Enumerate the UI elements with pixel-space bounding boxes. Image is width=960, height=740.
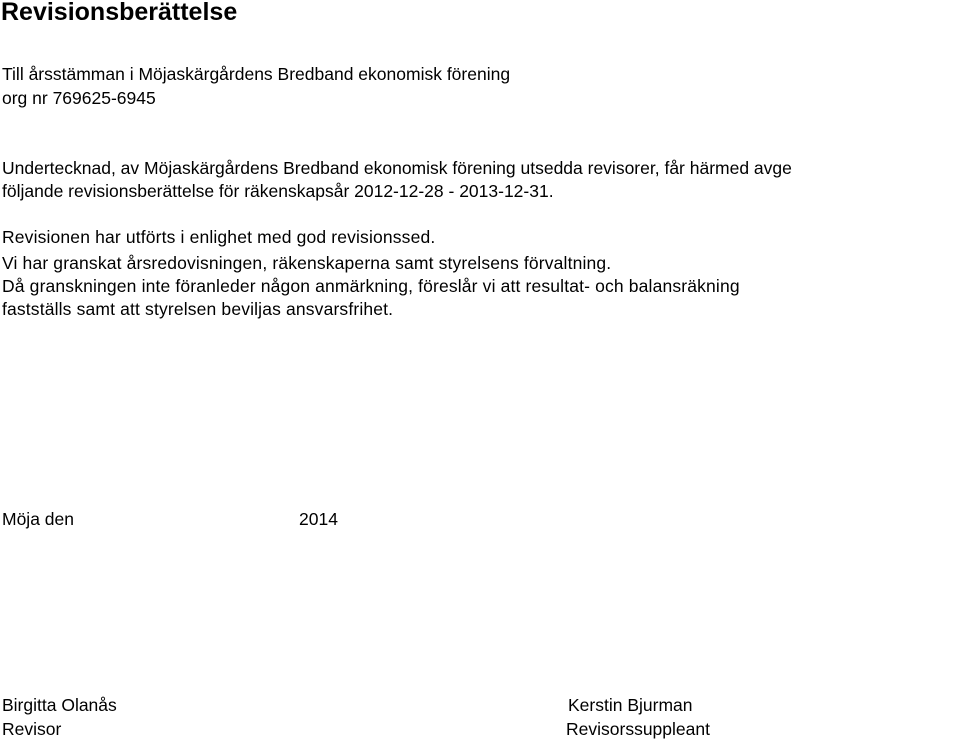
body-line: Revisionen har utförts i enlighet med god revisionssed. — [2, 227, 436, 247]
signatory-name: Birgitta Olanås — [2, 695, 117, 715]
signatory-name: Kerstin Bjurman — [568, 695, 693, 715]
body-line: fastställs samt att styrelsen beviljas ansvarsfrihet. — [2, 299, 394, 319]
document-title: Revisionsberättelse — [1, 0, 238, 26]
body-line: Vi har granskat årsredovisningen, räkenskaperna samt styrelsens förvaltning. — [2, 253, 612, 273]
signing-year: 2014 — [299, 509, 338, 529]
addressee-line: Till årsstämman i Möjaskärgårdens Bredband ekonomisk förening — [2, 64, 511, 84]
intro-line: följande revisionsberättelse för räkenskapsår 2012-12-28 - 2013-12-31. — [2, 181, 554, 201]
org-number-line: org nr 769625-6945 — [2, 88, 156, 108]
signing-place: Möja den — [2, 509, 74, 529]
intro-line: Undertecknad, av Möjaskärgårdens Bredband ekonomisk förening utsedda revisorer, får härmed avge — [2, 158, 792, 178]
body-line: Då granskningen inte föranleder någon anmärkning, föreslår vi att resultat- och balansräkning — [2, 276, 740, 296]
signatory-role: Revisor — [2, 719, 62, 739]
signatory-role: Revisorssuppleant — [566, 719, 710, 739]
